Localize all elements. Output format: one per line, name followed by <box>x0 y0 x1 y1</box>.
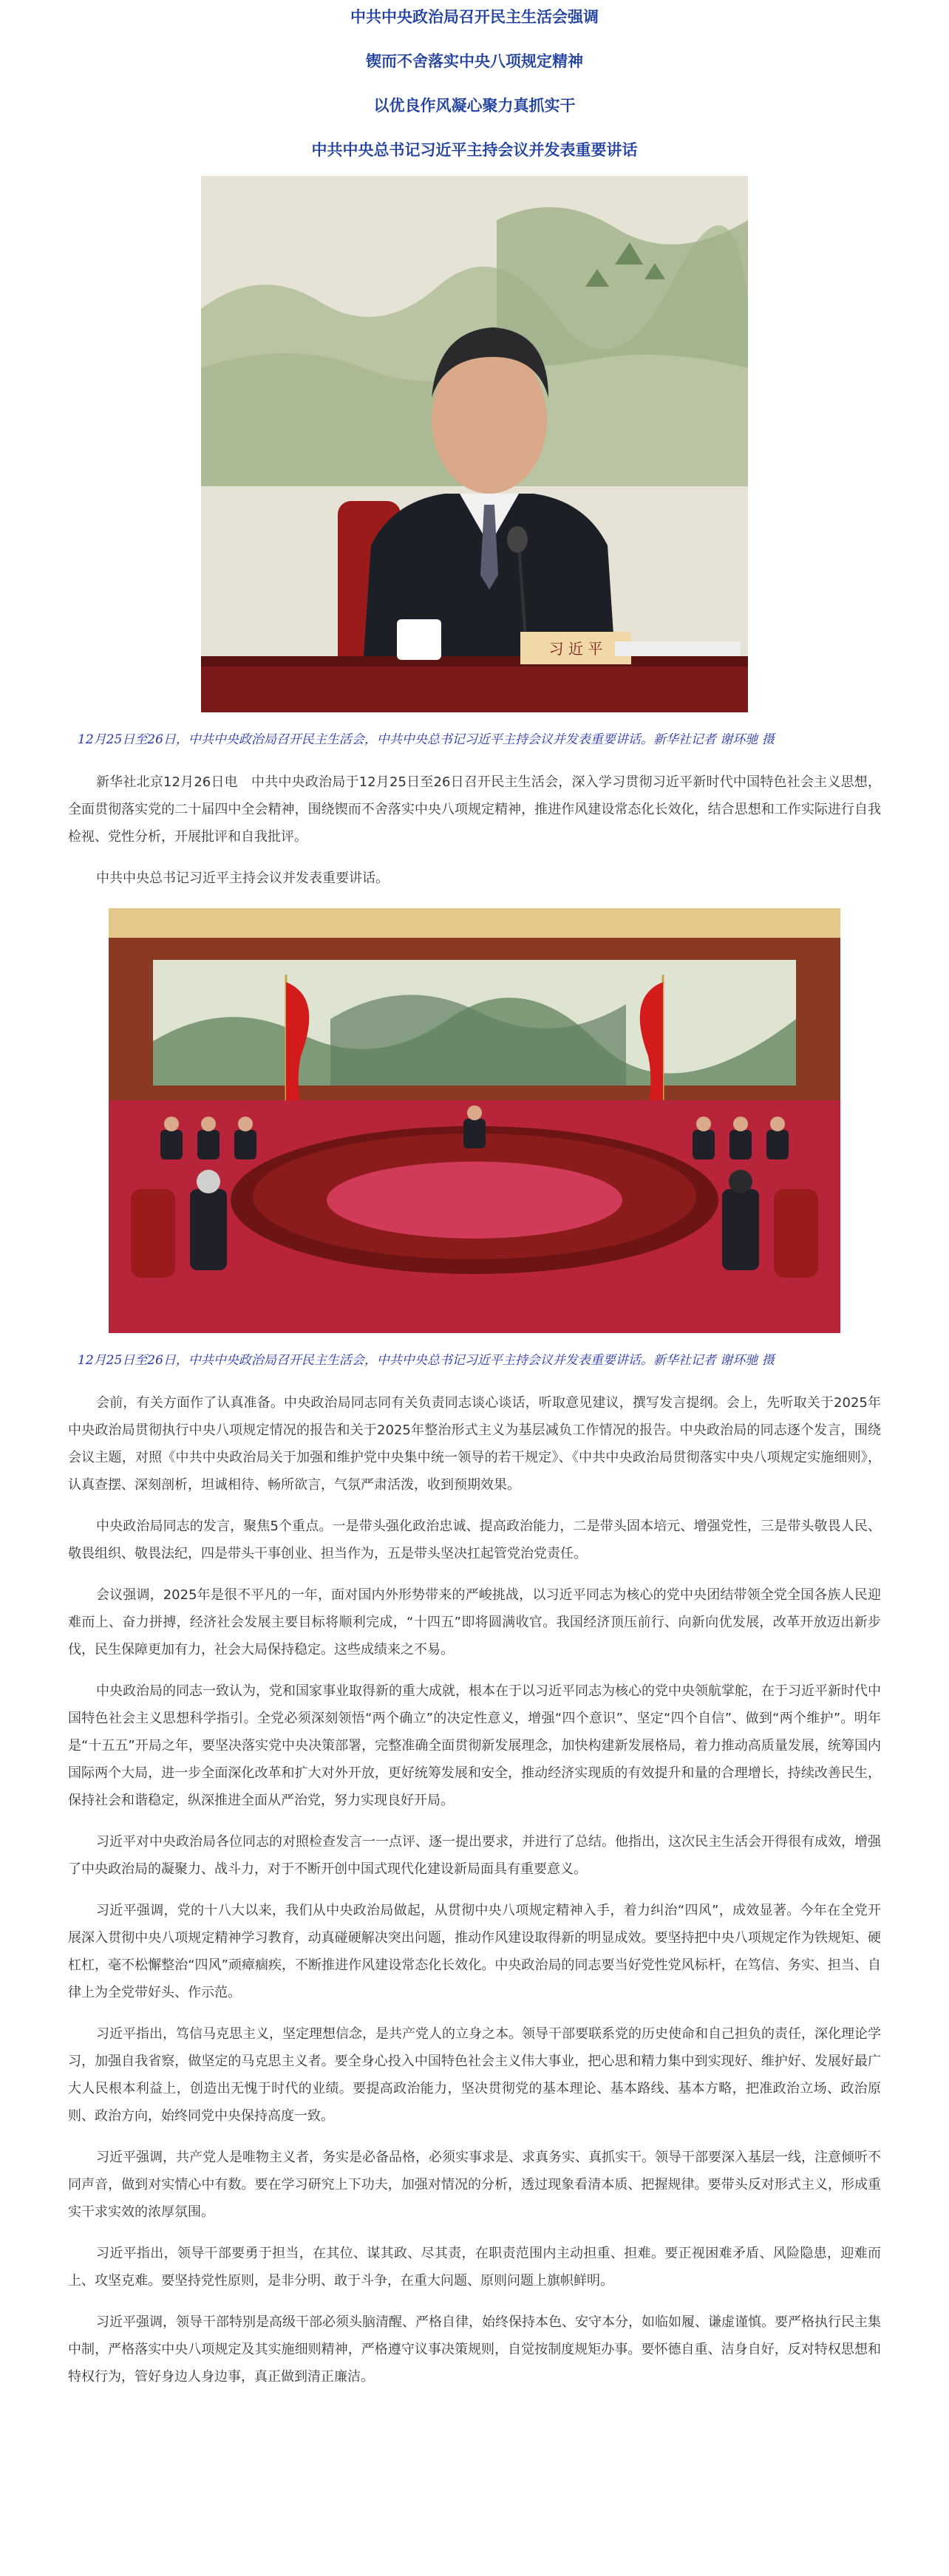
article-paragraph: 习近平对中央政治局各位同志的对照检查发言一一点评、逐一提出要求，并进行了总结。他指出，这次民主生活会开得很有成效，增强了中央政治局的凝聚力、战斗力，对于不断开创中国式现代化建设新局面具有重要意义。 <box>68 1834 881 1877</box>
nameplate-text: 习 近 平 <box>548 640 603 658</box>
headline-block <box>0 0 949 161</box>
headline-1: 中共中央政治局召开民主生活会强调 <box>350 8 599 26</box>
article-paragraph: 中央政治局的同志一致认为，党和国家事业取得新的重大成就，根本在于以习近平同志为核心的党中央领航掌舵，在于习近平新时代中国特色社会主义思想科学指引。全党必须深刻领悟“两个确立”的决定性意义，增强“四个意识”、坚定“四个自信”、做到“两个维护”。明年是“十五五”开局之年，要坚决落实党中央决策部署，完整准确全面贯彻新发展理念，加快构建新发展格局，着力推动高质量发展，统筹国内国际两个大局，进一步全面深化改革和扩大对外开放，更好统筹发展和安全，推动经济实现质的有效提升和量的合理增长，持续改善民生，保持社会和谐稳定，纵深推进全面从严治党，努力实现良好开局。 <box>68 1683 881 1808</box>
headline-4: 中共中央总书记习近平主持会议并发表重要讲话 <box>311 141 638 159</box>
article-paragraph: 习近平强调，领导干部特别是高级干部必须头脑清醒、严格自律，始终保持本色、安守本分，如临如履、谦虚谨慎。要严格执行民主集中制，严格落实中央八项规定及其实施细则精神，严格遵守议事决策规则，自觉按制度规矩办事。要怀德自重、洁身自好，反对特权思想和特权行为，管好身边人身边事，真正做到清正廉洁。 <box>68 2314 881 2385</box>
article-paragraph: 中共中央总书记习近平主持会议并发表重要讲话。 <box>96 870 389 886</box>
article-paragraph: 习近平强调，共产党人是唯物主义者，务实是必备品格，必须实事求是、求真务实、真抓实干。领导干部要深入基层一线，注意倾听不同声音，做到对实情心中有数。要在学习研究上下功夫，加强对情况的分析，透过现象看清本质、把握规律。要带头反对形式主义，形成重实干求实效的浓厚氛围。 <box>68 2150 881 2220</box>
headline-2: 锲而不舍落实中央八项规定精神 <box>366 52 583 70</box>
photo-meeting-room <box>109 908 840 1333</box>
photo-speaker <box>201 176 748 712</box>
headline-3: 以优良作风凝心聚力真抓实干 <box>373 97 576 115</box>
photo-meeting-illustration <box>109 908 840 1333</box>
photo-speaker-illustration <box>201 176 748 712</box>
photo-caption-2: 12月25日至26日，中共中央政治局召开民主生活会，中共中央总书记习近平主持会议并发表重要讲话。新华社记者 谢环驰 摄 <box>78 1353 775 1368</box>
article-paragraph: 习近平指出，领导干部要勇于担当，在其位、谋其政、尽其责，在职责范围内主动担重、担难。要正视困难矛盾、风险隐患，迎难而上、攻坚克难。要坚持党性原则，是非分明、敢于斗争，在重大问题、原则问题上旗帜鲜明。 <box>68 2246 881 2289</box>
photo-caption-1: 12月25日至26日，中共中央政治局召开民主生活会，中共中央总书记习近平主持会议并发表重要讲话。新华社记者 谢环驰 摄 <box>78 732 775 747</box>
article-paragraph: 会前，有关方面作了认真准备。中央政治局同志同有关负责同志谈心谈话，听取意见建议，撰写发言提纲。会上，先听取关于2025年中央政治局贯彻执行中央八项规定情况的报告和关于2025年整治形式主义为基层减负工作情况的报告。中央政治局的同志逐个发言，围绕会议主题，对照《中共中央政治局关于加强和维护党中央集中统一领导的若干规定》、《中共中央政治局贯彻落实中央八项规定实施细则》，认真查摆、深刻剖析，坦诚相待、畅所欲言，气氛严肃活泼，收到预期效果。 <box>68 1395 881 1493</box>
article-paragraph: 习近平指出，笃信马克思主义，坚定理想信念，是共产党人的立身之本。领导干部要联系党的历史使命和自己担负的责任，深化理论学习，加强自我省察，做坚定的马克思主义者。要全身心投入中国特色社会主义伟大事业，把心思和精力集中到实现好、维护好、发展好最广大人民根本利益上，创造出无愧于时代的业绩。要提高政治能力，坚决贯彻党的基本理论、基本路线、基本方略，把准政治立场、政治原则、政治方向，始终同党中央保持高度一致。 <box>68 2026 881 2124</box>
article-paragraph: 中央政治局同志的发言，聚焦5个重点。一是带头强化政治忠诚、提高政治能力，二是带头固本培元、增强党性，三是带头敬畏人民、敬畏组织、敬畏法纪，四是带头干事创业、担当作为，五是带头坚决扛起管党治党责任。 <box>68 1519 881 1561</box>
article-paragraph: 新华社北京12月26日电 中共中央政治局于12月25日至26日召开民主生活会，深入学习贯彻习近平新时代中国特色社会主义思想，全面贯彻落实党的二十届四中全会精神，围绕锲而不舍落实中央八项规定精神，推进作风建设常态化长效化，结合思想和工作实际进行自我检视、党性分析，开展批评和自我批评。 <box>68 774 881 845</box>
article-paragraph: 会议强调，2025年是很不平凡的一年，面对国内外形势带来的严峻挑战，以习近平同志为核心的党中央团结带领全党全国各族人民迎难而上、奋力拼搏，经济社会发展主要目标将顺利完成，“十四五”即将圆满收官。我国经济顶压前行、向新向优发展，改革开放迈出新步伐，民生保障更加有力，社会大局保持稳定。这些成绩来之不易。 <box>68 1587 881 1657</box>
article-paragraph: 习近平强调，党的十八大以来，我们从中央政治局做起，从贯彻中央八项规定精神入手，着力纠治“四风”，成效显著。今年在全党开展深入贯彻中央八项规定精神学习教育，动真碰硬解决突出问题，推动作风建设取得新的明显成效。要坚持把中央八项规定作为铁规矩、硬杠杠，毫不松懈整治“四风”顽瘴痼疾，不断推进作风建设常态化长效化。中央政治局的同志要当好党性党风标杆，在笃信、务实、担当、自律上为全党带好头、作示范。 <box>68 1903 881 2000</box>
